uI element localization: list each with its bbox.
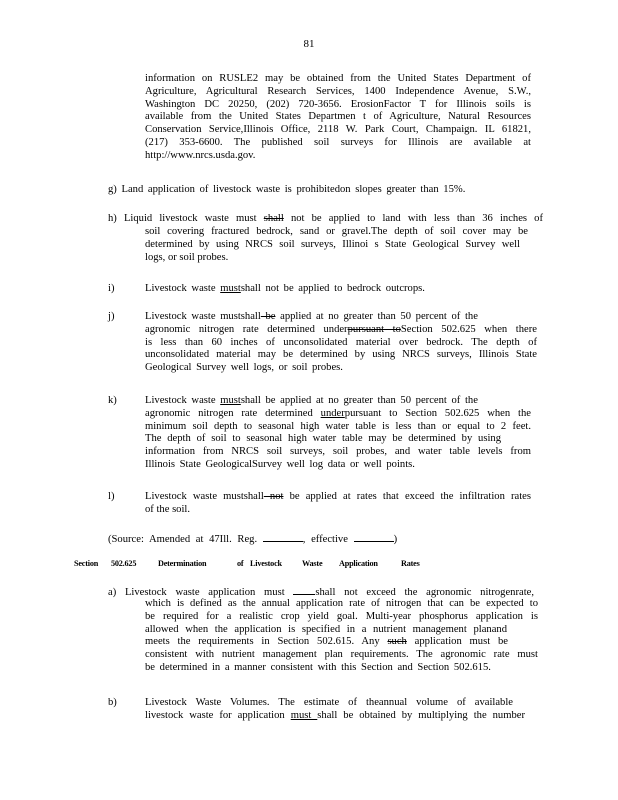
underlined-text: must: [290, 709, 318, 721]
item-b-label: b): [108, 697, 117, 708]
text-line: Washington DC 20250, (202) 720-3656. ErosionFactor T for Illinois soils is: [145, 98, 531, 110]
intro-paragraph: [145, 73, 531, 163]
struck-text: such: [387, 636, 407, 648]
text-line: The depth of soil to seasonal high water table may be determined by using: [145, 433, 501, 445]
text-run: h) Liquid livestock waste must: [108, 213, 257, 224]
text-run: ): [393, 534, 398, 545]
text-line: available from the United States Departmen t of Agriculture, Natural Resources: [145, 111, 531, 123]
section-word: Section: [74, 559, 99, 568]
text-run: agronomic nitrogen rate determined: [145, 407, 321, 419]
text-line: soil covering fractured bedrock, sand or gravel.The depth of soil cover may be: [145, 226, 528, 237]
text-line: Conservation Service,Illinois Office, 2118 W. Park Court, Champaign. IL 61821,: [145, 124, 531, 136]
text-run: agronomic nitrogen rate determined under: [145, 323, 348, 335]
struck-text: pursuant to: [347, 323, 401, 335]
text-line: [145, 408, 531, 421]
text-run: shall not be applied to bedrock outcrops.: [240, 283, 425, 294]
text-run: livestock waste for application: [145, 709, 291, 721]
text-line: be required for a realistic crop yield goal. Multi-year phosphorus application is: [145, 610, 538, 622]
section-number: 502.625: [111, 559, 137, 568]
text-run: (Source: Amended at 47Ill. Reg.: [108, 534, 258, 545]
text-run: Livestock waste mustshall: [145, 491, 264, 502]
text-run: be applied at rates that exceed the infiltration rates: [283, 491, 531, 502]
text-line: [108, 532, 428, 547]
item-j: [145, 311, 537, 375]
item-h: [108, 213, 543, 226]
item-b: [145, 697, 525, 723]
text-run: Livestock waste: [145, 283, 221, 294]
item-j-label: j): [108, 311, 115, 322]
text-line: is less than 60 inches of unconsolidated material over bedrock. The depth of: [145, 336, 537, 348]
text-line: consistent with nutrient management plan requirements. The agronomic rate must: [145, 649, 538, 661]
text-line: Geological Survey well logs, or soil probes.: [145, 362, 343, 374]
item-k-label: k): [108, 395, 117, 406]
text-line: [145, 710, 525, 723]
text-run: Section 502.625 when there: [400, 323, 537, 335]
text-run: a) Livestock waste application must: [108, 587, 285, 598]
text-line: Livestock Waste Volumes. The estimate of theannual volume of available: [145, 697, 513, 708]
text-run: applied at no greater than 50 percent of the: [275, 311, 478, 322]
heading-text: Application: [339, 559, 378, 568]
text-run: shall be applied at no greater than 50 percent of the: [240, 395, 478, 406]
text-run: Livestock waste mustshall: [145, 311, 261, 322]
source-note: [108, 532, 428, 547]
text-line: unconsolidated material may be determined by using NRCS surveys, Illinois State: [145, 349, 537, 361]
heading-text: Waste: [302, 559, 323, 568]
heading-text: Determination: [158, 559, 207, 568]
item-g: [108, 184, 508, 197]
page-number: 81: [303, 38, 315, 50]
blank-line: [293, 585, 315, 595]
text-line: Agriculture, Agricultural Research Services, 1400 Independence Avenue, S.W.,: [145, 85, 531, 97]
text-line: determined by using NRCS soil surveys, Illinoi s State Geological Survey well: [145, 238, 520, 250]
text-line: [145, 395, 531, 408]
item-l-label: l): [108, 491, 115, 502]
text-line: allowed when the application is specified in a nutrient management planand: [145, 623, 507, 635]
text-run: shall be obtained by multiplying the number: [317, 709, 525, 721]
blank-line: [354, 532, 394, 542]
text-line: minimum soil depth to seasonal high water table is less than or equal to 2 feet.: [145, 420, 531, 432]
text-line: be determined in a manner consistent with this Section and Section 502.615.: [145, 661, 491, 673]
item-i-label: i): [108, 283, 115, 294]
underlined-text: must: [220, 283, 241, 294]
text-line: [145, 491, 531, 504]
text-line: which is defined as the annual application rate of nitrogen that can be expected to: [145, 598, 538, 609]
heading-text: of: [237, 559, 244, 568]
item-h-cont: [145, 226, 528, 264]
text-line: information on RUSLE2 may be obtained from the United States Department of: [145, 73, 531, 84]
blank-line: [263, 532, 303, 542]
heading-text: Rates: [401, 559, 420, 568]
text-line: g) Land application of livestock waste is prohibitedon slopes greater than 15%.: [108, 184, 466, 195]
text-line: [145, 283, 445, 296]
text-run: meets the requirements in Section 502.615.: [145, 636, 355, 648]
text-line: Illinois State GeologicalSurvey well log data or well points.: [145, 458, 415, 470]
item-k: [145, 395, 531, 472]
struck-text: not: [263, 491, 284, 502]
text-line: information from NRCS soil surveys, soil probes, and water table levels from: [145, 446, 531, 458]
underlined-text: under: [320, 407, 345, 419]
text-run: Any: [361, 636, 388, 648]
text-line: http://www.nrcs.usda.gov.: [145, 149, 256, 161]
text-run: application must be: [406, 636, 508, 648]
underlined-text: must: [220, 395, 241, 406]
item-i: [145, 283, 445, 296]
text-line: of the soil.: [145, 503, 191, 515]
item-a-cont: [145, 598, 538, 675]
text-line: logs, or soil probes.: [145, 251, 229, 263]
text-run: , effective: [302, 534, 348, 545]
struck-text: be: [260, 311, 276, 322]
text-line: [145, 311, 537, 324]
text-run: Livestock waste: [145, 395, 221, 406]
text-line: [145, 636, 538, 649]
text-line: [145, 324, 537, 337]
text-line: (217) 353-6600. The published soil surveys for Illinois are available at: [145, 136, 531, 148]
text-run: not be applied to land with less than 36 inches of: [290, 213, 544, 224]
heading-text: Livestock: [250, 559, 282, 568]
text-run: pursuant to Section 502.625 when the: [344, 407, 531, 419]
text-run: shall not exceed the agronomic nitrogenrate,: [315, 587, 534, 598]
item-l: [145, 491, 531, 517]
struck-text: shall: [263, 213, 284, 224]
text-line: [108, 213, 543, 226]
